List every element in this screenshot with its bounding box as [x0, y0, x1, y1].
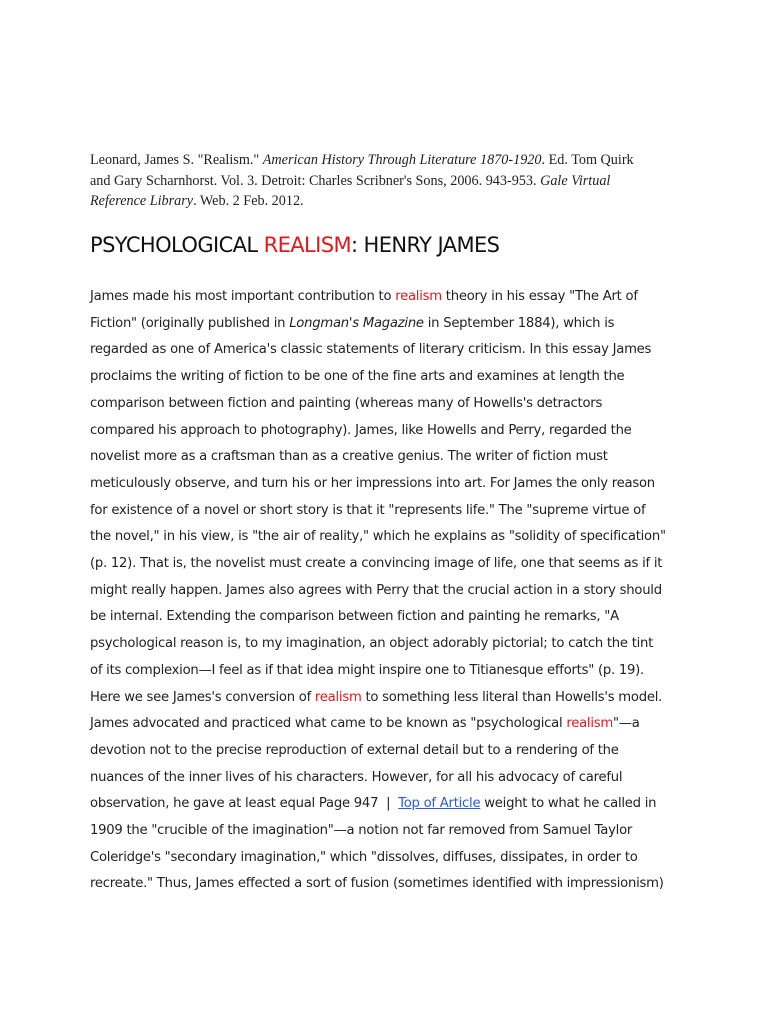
- title-text: PSYCHOLOGICAL: [90, 233, 264, 257]
- page-title: [90, 230, 690, 260]
- body-text: Here we see James's conversion of: [90, 689, 315, 705]
- citation-book-title: American History Through Literature 1870-1920: [262, 152, 542, 168]
- citation-library-name: Reference Library: [90, 193, 194, 209]
- search-highlight: realism: [395, 289, 442, 304]
- body-line: nuances of the inner lives of his characters. However, for all his advocacy of careful: [90, 769, 623, 785]
- body-line: of its complexion—I feel as if that idea might inspire one to Titianesque efforts" (p. 19).: [90, 662, 644, 678]
- body-text: "—a: [612, 716, 640, 732]
- body-line: regarded as one of America's classic statements of literary criticism. In this essay James: [90, 342, 652, 358]
- body-line: recreate." Thus, James effected a sort of fusion (sometimes identified with impressionism): [90, 876, 664, 892]
- body-text: James advocated and practiced what came to be known as "psychological: [90, 716, 567, 732]
- body-text: theory in his essay "The Art of: [441, 289, 638, 304]
- body-text: Fiction" (originally published in: [90, 315, 290, 331]
- body-line: [90, 711, 682, 738]
- body-line: for existence of a novel or short story is that it "represents life." The "supreme virtue of: [90, 502, 646, 518]
- citation-library-name: Gale Virtual: [540, 172, 611, 189]
- body-text: James made his most important contribution to: [90, 289, 396, 304]
- title-text: : HENRY JAMES: [350, 233, 500, 257]
- body-line: Coleridge's "secondary imagination," which "dissolves, diffuses, dissipates, in order to: [90, 849, 638, 865]
- body-line: meticulously observe, and turn his or her impressions into art. For James the only reason: [90, 475, 655, 491]
- body-text: to something less literal than Howells's model.: [361, 689, 663, 705]
- body-line: novelist more as a craftsman than as a creative genius. The writer of fiction must: [90, 449, 608, 465]
- body-line: be internal. Extending the comparison between fiction and painting he remarks, "A: [90, 609, 619, 625]
- body-line: the novel," in his view, is "the air of reality," which he explains as "solidity of specification": [90, 529, 666, 545]
- body-line: proclaims the writing of fiction to be one of the fine arts and examines at length the: [90, 369, 625, 385]
- magazine-title: Longman's Magazine: [289, 315, 424, 331]
- body-text: weight to what he called in: [480, 796, 657, 812]
- body-line: (p. 12). That is, the novelist must create a convincing image of life, one that seems as if it: [90, 556, 663, 572]
- body-line: psychological reason is, to my imagination, an object adorably pictorial; to catch the tint: [90, 636, 654, 652]
- citation-text: Leonard, James S. "Realism.": [90, 152, 263, 168]
- body-line: [90, 311, 682, 338]
- citation-text: and Gary Scharnhorst. Vol. 3. Detroit: Charles Scribner's Sons, 2006. 943-953.: [90, 172, 541, 189]
- body-text: in September 1884), which is: [423, 315, 615, 331]
- search-highlight: realism: [566, 716, 613, 732]
- body-line: [90, 284, 682, 311]
- body-line: 1909 the "crucible of the imagination"—a notion not far removed from Samuel Taylor: [90, 823, 633, 839]
- body-text: observation, he gave at least equal Page 947 |: [90, 796, 399, 812]
- citation-text: . Ed. Tom Quirk: [541, 152, 634, 168]
- search-highlight: realism: [314, 689, 362, 705]
- body-line: [90, 685, 682, 712]
- top-of-article-link[interactable]: Top of Article: [398, 796, 481, 812]
- citation-text: . Web. 2 Feb. 2012.: [193, 193, 304, 209]
- citation: [90, 150, 680, 212]
- article-body: [90, 284, 682, 898]
- body-line: compared his approach to photography). James, like Howells and Perry, regarded the: [90, 422, 632, 438]
- body-line: might really happen. James also agrees with Perry that the crucial action in a story should: [90, 582, 662, 598]
- body-line: [90, 791, 682, 818]
- body-line: comparison between fiction and painting (whereas many of Howells's detractors: [90, 395, 603, 411]
- title-highlight: REALISM: [263, 233, 351, 257]
- body-line: devotion not to the precise reproduction of external detail but to a rendering of the: [90, 742, 619, 758]
